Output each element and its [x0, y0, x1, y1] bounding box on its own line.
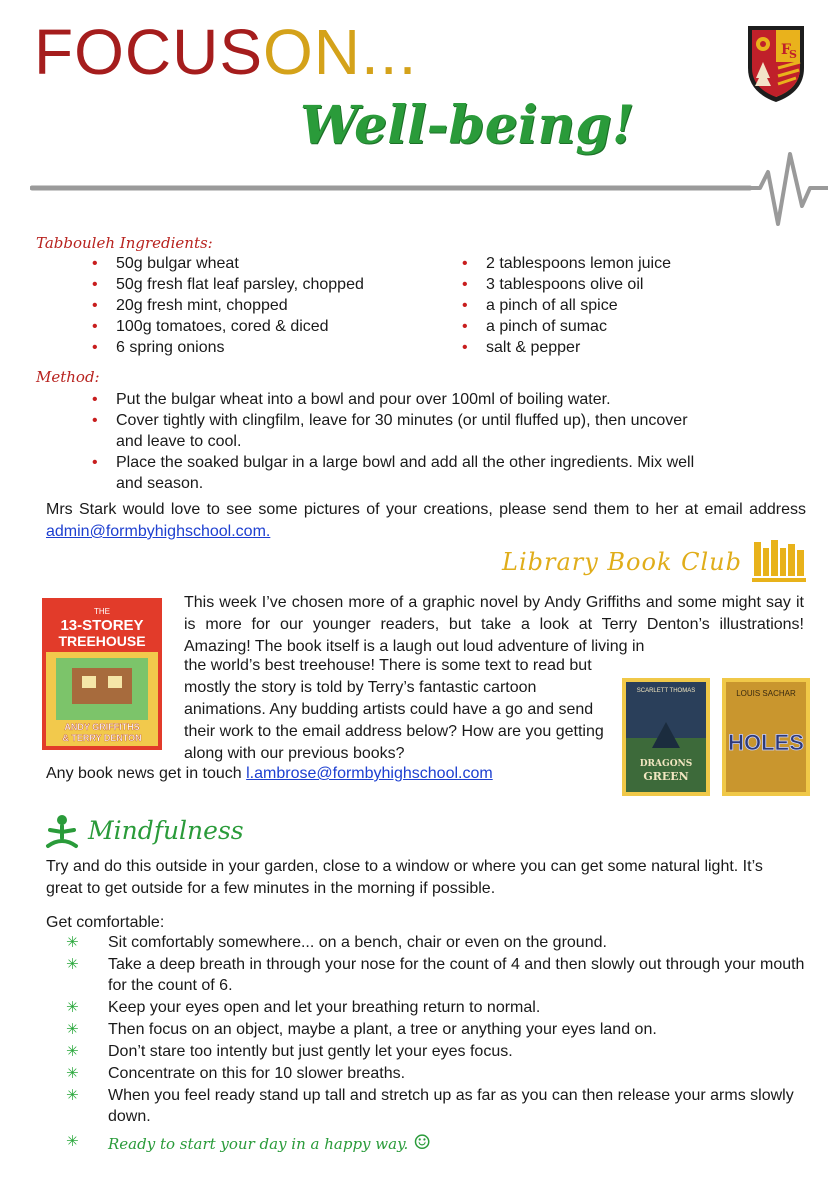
book-cover-treehouse [42, 598, 162, 750]
book-cover-dragons-green [622, 678, 710, 796]
asterisk-bullet-icon: ✳ [66, 1065, 79, 1082]
ingredients-list-right [460, 253, 800, 358]
bullet-icon: • [92, 318, 98, 335]
book3-title: HOLES [728, 730, 804, 755]
list-item: • salt & pepper [462, 339, 581, 356]
book1-line2: 13-STOREY [60, 617, 144, 634]
list-item: ✳ Keep your eyes open and let your breathing return to normal. [66, 999, 541, 1016]
bullet-icon: • [462, 339, 468, 356]
list-item: ✳ Concentrate on this for 10 slower breaths. [66, 1065, 406, 1082]
list-item: ✳ Sit comfortably somewhere... on a bench, chair or even on the ground. [66, 934, 607, 951]
book-cover-holes [722, 678, 810, 796]
book1-authors1: ANDY GRIFFITHS [64, 722, 140, 732]
list-item: • Place the soaked bulgar in a large bowl and add all the other ingredients. Mix well and season. [92, 454, 695, 492]
title-word-focus: FOCUS [34, 16, 263, 88]
list-item: ✳ Take a deep breath in through your nose for the count of 4 and then slowly out through your mouth for the count of 6. [66, 956, 805, 994]
asterisk-bullet-icon: ✳ [66, 934, 79, 951]
library-paragraph-3: Any book news get in touch l.ambrose@formbyhighschool.com [46, 765, 493, 782]
list-item: • 50g fresh flat leaf parsley, chopped [92, 276, 364, 293]
book3-author: LOUIS SACHAR [736, 689, 796, 698]
list-item: ✳ Then focus on an object, maybe a plant, a tree or anything your eyes land on. [66, 1021, 657, 1038]
recipe-note: Mrs Stark would love to see some pictures of your creations, please send them to her at email address admin@formbyhighschool.com. [46, 501, 806, 540]
bullet-icon: • [462, 297, 468, 314]
list-item: • Cover tightly with clingfilm, leave for 30 minutes (or until fluffed up), then uncover and leave to cool. [92, 412, 688, 450]
asterisk-bullet-icon: ✳ [66, 1133, 79, 1150]
list-item: • Put the bulgar wheat into a bowl and pour over 100ml of boiling water. [92, 391, 611, 408]
list-item: • 20g fresh mint, chopped [92, 297, 288, 314]
list-item: • 3 tablespoons olive oil [462, 276, 644, 293]
book2-author: SCARLETT THOMAS [636, 688, 696, 694]
library-heading: Library Book Club [502, 548, 742, 576]
list-item: ✳ When you feel ready stand up tall and stretch up as far as you can then release your arms slowly down. [66, 1087, 794, 1125]
bullet-icon: • [92, 412, 98, 429]
bullet-icon: • [92, 454, 98, 471]
list-item: • 6 spring onions [92, 339, 225, 356]
method-heading: Method: [36, 368, 100, 386]
mindfulness-heading: Mindfulness [88, 816, 244, 845]
smiley-icon: ☺ [413, 1130, 432, 1154]
library-paragraph-2: the world’s best treehouse! There is some text to read but mostly the story is told by Terry’s fantastic cartoon animations. Any budding artists could have a go and send their work to the email address below? How are you getting along with our previous books? [184, 657, 604, 762]
library-email-link[interactable]: l.ambrose@formbyhighschool.com [246, 765, 493, 782]
bullet-icon: • [92, 339, 98, 356]
mindfulness-intro: Try and do this outside in your garden, close to a window or where you can get some natural light. It’s great to get outside for a few minutes in the morning if possible. [46, 858, 763, 897]
list-item: • 100g tomatoes, cored & diced [92, 318, 329, 335]
bullet-icon: • [92, 255, 98, 272]
book1-line1: THE [94, 607, 110, 616]
book1-line3: TREEHOUSE [58, 633, 146, 649]
ingredients-heading: Tabbouleh Ingredients: [36, 234, 213, 252]
list-item: • a pinch of sumac [462, 318, 607, 335]
bullet-icon: • [462, 318, 468, 335]
title-focus-on [34, 16, 418, 88]
asterisk-bullet-icon: ✳ [66, 999, 79, 1016]
title-wellbeing: Well-being! [300, 95, 635, 156]
list-item: • a pinch of all spice [462, 297, 618, 314]
closing-text: Ready to start your day in a happy way. [108, 1135, 409, 1153]
ingredients-list-left [90, 253, 450, 358]
meditation-icon [44, 814, 80, 850]
books-icon [752, 538, 806, 582]
library-paragraph-1: This week I’ve chosen more of a graphic novel by Andy Griffiths and some might say it is more for our younger readers, but take a look at Terry Denton’s illustrations! Amazing! The book itself is a laugh out loud adventure of living in [184, 594, 804, 655]
method-list [90, 389, 710, 494]
heartbeat-line-icon [30, 150, 830, 230]
book1-authors2: & TERRY DENTON [62, 733, 142, 743]
mindfulness-lead: Get comfortable: [46, 914, 165, 931]
bullet-icon: • [92, 391, 98, 408]
admin-email-link[interactable]: admin@formbyhighschool.com. [46, 523, 271, 540]
list-item: • 2 tablespoons lemon juice [462, 255, 672, 272]
list-item: • 50g bulgar wheat [92, 255, 239, 272]
bullet-icon: • [462, 255, 468, 272]
asterisk-bullet-icon: ✳ [66, 956, 79, 973]
mindfulness-steps [66, 932, 806, 1128]
bullet-icon: • [92, 276, 98, 293]
svg-text:F: F [781, 42, 791, 58]
book2-title2: GREEN [643, 770, 689, 783]
asterisk-bullet-icon: ✳ [66, 1087, 79, 1104]
title-word-on: ON... [263, 16, 418, 88]
list-item: ✳ Don’t stare too intently but just gently let your eyes focus. [66, 1043, 513, 1060]
bullet-icon: • [92, 297, 98, 314]
asterisk-bullet-icon: ✳ [66, 1043, 79, 1060]
bullet-icon: • [462, 276, 468, 293]
svg-text:S: S [789, 48, 797, 61]
school-crest-icon [744, 22, 808, 104]
asterisk-bullet-icon: ✳ [66, 1021, 79, 1038]
book2-title1: DRAGONS [639, 759, 693, 769]
